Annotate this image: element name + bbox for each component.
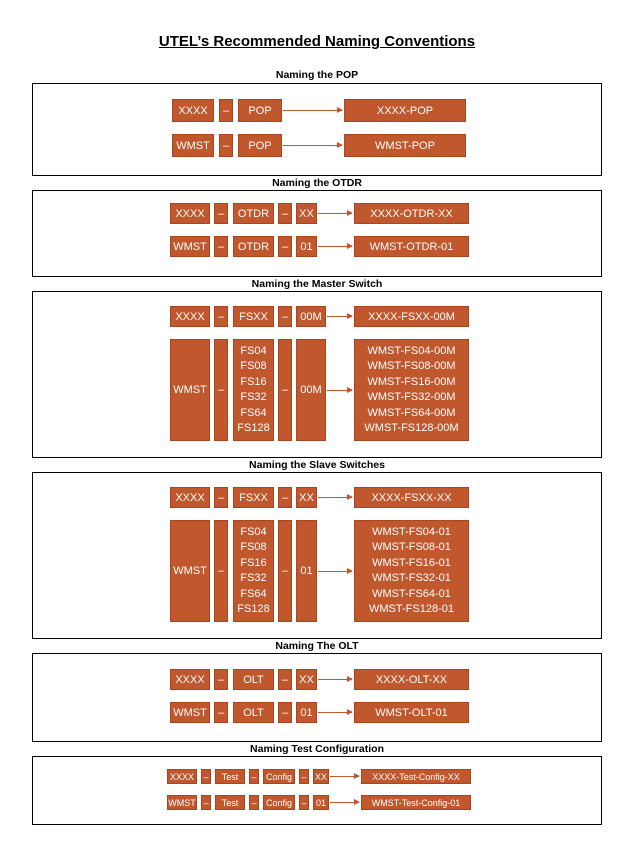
- master-row1-result-box: XXXX-FSXX-00M: [354, 306, 469, 327]
- slave-row1-dash1-box: –: [214, 487, 228, 508]
- master-row2-dash1-box: –: [214, 339, 228, 441]
- master-result-item: WMST-FS16-00M: [367, 375, 456, 388]
- slave-row2-suffix-box: 01: [296, 520, 317, 622]
- slave-row2-dash2-box: –: [278, 520, 292, 622]
- otdr-row2-arrow: [318, 246, 352, 247]
- master-result-item: WMST-FS04-00M: [367, 344, 456, 357]
- slave-row1-prefix-box: XXXX: [170, 487, 210, 508]
- olt-row1-number-box: XX: [296, 669, 317, 690]
- slave-row2-arrow: [318, 571, 352, 572]
- slave-row2-results-box: [354, 520, 469, 622]
- master-row2-suffix-box: 00M: [296, 339, 326, 441]
- pop-row2-prefix-box: WMST: [172, 134, 214, 157]
- olt-row1-dash1-box: –: [214, 669, 228, 690]
- otdr-row1-number-box: XX: [296, 203, 317, 224]
- pop-row1-result-box: XXXX-POP: [344, 99, 466, 122]
- otdr-row2-dash2-box: –: [278, 236, 292, 257]
- test-row1-number-box: XX: [313, 769, 329, 784]
- olt-row1-prefix-box: XXXX: [170, 669, 210, 690]
- slave-result-item: WMST-FS32-01: [372, 572, 451, 584]
- otdr-row1-result-box: XXXX-OTDR-XX: [354, 203, 469, 224]
- slave-model-item: FS08: [240, 541, 267, 553]
- otdr-row1-dash1-box: –: [214, 203, 228, 224]
- pop-row1-type-box: POP: [238, 99, 282, 122]
- master-row2-dash2-box: –: [278, 339, 292, 441]
- master-row2-models-box: [233, 339, 274, 441]
- olt-row1-dash2-box: –: [278, 669, 292, 690]
- test-row1-config-box: Config: [263, 769, 295, 784]
- test-row1-dash1-box: –: [201, 769, 211, 784]
- otdr-row1-prefix-box: XXXX: [170, 203, 210, 224]
- olt-row2-dash1-box: –: [214, 702, 228, 723]
- test-row1-arrow: [330, 776, 359, 777]
- master-row2-prefix-box: WMST: [170, 339, 210, 441]
- slave-result-item: WMST-FS128-01: [369, 603, 454, 615]
- section-header-slave-switches: Naming the Slave Switches: [32, 457, 602, 473]
- master-row2-arrow: [327, 390, 352, 391]
- otdr-row1-arrow: [318, 213, 352, 214]
- slave-result-item: WMST-FS64-01: [372, 587, 451, 600]
- slave-model-item: FS128: [237, 603, 270, 615]
- master-result-item: WMST-FS32-00M: [367, 391, 456, 403]
- test-row2-number-box: 01: [313, 795, 329, 810]
- slave-model-item: FS64: [240, 587, 267, 600]
- slave-model-item: FS32: [240, 572, 267, 584]
- test-row2-result-box: WMST-Test-Config-01: [361, 795, 471, 810]
- otdr-row1-dash2-box: –: [278, 203, 292, 224]
- pop-row1-arrow: [283, 110, 342, 111]
- master-model-item: FS64: [240, 406, 267, 419]
- test-row2-test-box: Test: [215, 795, 245, 810]
- master-row1-dash2-box: –: [278, 306, 292, 327]
- test-row1-result-box: XXXX-Test-Config-XX: [361, 769, 471, 784]
- master-row1-dash1-box: –: [214, 306, 228, 327]
- section-header-test-config: Naming Test Configuration: [32, 741, 602, 757]
- master-row2-results-box: [354, 339, 469, 441]
- olt-row1-result-box: XXXX-OLT-XX: [354, 669, 469, 690]
- slave-result-item: WMST-FS04-01: [372, 525, 451, 538]
- test-row2-config-box: Config: [263, 795, 295, 810]
- master-model-item: FS128: [237, 422, 270, 434]
- master-row1-model-box: FSXX: [233, 306, 274, 327]
- master-model-item: FS08: [240, 360, 267, 372]
- test-row1-prefix-box: XXXX: [167, 769, 197, 784]
- olt-row1-arrow: [318, 679, 352, 680]
- master-result-item: WMST-FS08-00M: [367, 360, 456, 372]
- otdr-row2-result-box: WMST-OTDR-01: [354, 236, 469, 257]
- master-row1-prefix-box: XXXX: [170, 306, 210, 327]
- slave-result-item: WMST-FS08-01: [372, 541, 451, 553]
- master-result-item: WMST-FS64-00M: [367, 406, 456, 419]
- olt-row2-type-box: OLT: [233, 702, 274, 723]
- slave-model-item: FS16: [240, 556, 267, 569]
- olt-row2-prefix-box: WMST: [170, 702, 210, 723]
- otdr-row1-type-box: OTDR: [233, 203, 274, 224]
- master-result-item: WMST-FS128-00M: [364, 422, 459, 434]
- olt-row2-dash2-box: –: [278, 702, 292, 723]
- master-model-item: FS04: [240, 344, 267, 357]
- slave-row1-arrow: [318, 497, 352, 498]
- slave-row2-dash1-box: –: [214, 520, 228, 622]
- pop-row2-result-box: WMST-POP: [344, 134, 466, 157]
- pop-row1-dash-box: –: [219, 99, 233, 122]
- test-row2-dash2-box: –: [249, 795, 259, 810]
- section-header-otdr: Naming the OTDR: [32, 175, 602, 191]
- test-row1-dash2-box: –: [249, 769, 259, 784]
- pop-row2-type-box: POP: [238, 134, 282, 157]
- section-header-pop: Naming the POP: [32, 68, 602, 84]
- master-model-item: FS16: [240, 375, 267, 388]
- slave-row1-result-box: XXXX-FSXX-XX: [354, 487, 469, 508]
- test-row2-dash1-box: –: [201, 795, 211, 810]
- master-row1-suffix-box: 00M: [296, 306, 326, 327]
- test-row1-dash3-box: –: [299, 769, 309, 784]
- pop-row1-prefix-box: XXXX: [172, 99, 214, 122]
- test-row2-prefix-box: WMST: [167, 795, 197, 810]
- test-row1-test-box: Test: [215, 769, 245, 784]
- master-row1-arrow: [327, 316, 352, 317]
- slave-row1-suffix-box: XX: [296, 487, 317, 508]
- page-title: UTEL’s Recommended Naming Conventions: [158, 33, 476, 50]
- olt-row2-number-box: 01: [296, 702, 317, 723]
- slave-row1-model-box: FSXX: [233, 487, 274, 508]
- otdr-row2-dash1-box: –: [214, 236, 228, 257]
- pop-row2-dash-box: –: [219, 134, 233, 157]
- section-header-olt: Naming The OLT: [32, 638, 602, 654]
- test-row2-arrow: [330, 802, 359, 803]
- olt-row2-result-box: WMST-OLT-01: [354, 702, 469, 723]
- otdr-row2-prefix-box: WMST: [170, 236, 210, 257]
- otdr-row2-number-box: 01: [296, 236, 317, 257]
- otdr-row2-type-box: OTDR: [233, 236, 274, 257]
- olt-row1-type-box: OLT: [233, 669, 274, 690]
- slave-result-item: WMST-FS16-01: [372, 556, 451, 569]
- slave-row2-models-box: [233, 520, 274, 622]
- test-row2-dash3-box: –: [299, 795, 309, 810]
- section-header-master-switch: Naming the Master Switch: [32, 276, 602, 292]
- slave-model-item: FS04: [240, 525, 267, 538]
- pop-row2-arrow: [283, 145, 342, 146]
- slave-row1-dash2-box: –: [278, 487, 292, 508]
- master-model-item: FS32: [240, 391, 267, 403]
- olt-row2-arrow: [318, 712, 352, 713]
- slave-row2-prefix-box: WMST: [170, 520, 210, 622]
